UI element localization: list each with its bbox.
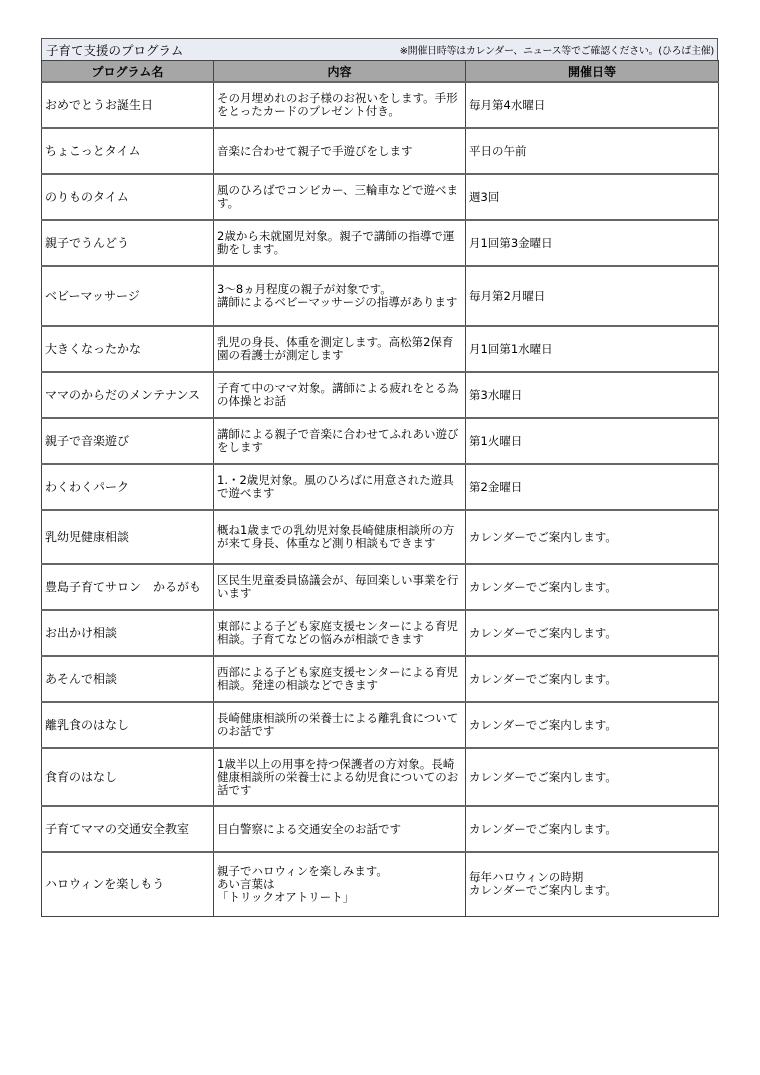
program-content-cell: 東部による子ども家庭支援センターによる育児相談。子育てなどの悩みが相談できます	[214, 610, 466, 656]
program-name-cell: お出かけ相談	[42, 610, 214, 656]
table-row	[42, 464, 719, 510]
table-row	[42, 266, 719, 326]
program-date-cell: 第1火曜日	[466, 418, 719, 464]
program-content-cell: 音楽に合わせて親子で手遊びをします	[214, 128, 466, 174]
program-name-cell: あそんで相談	[42, 656, 214, 702]
program-date-cell: カレンダーでご案内します。	[466, 806, 719, 852]
program-date-cell: カレンダーでご案内します。	[466, 748, 719, 806]
program-content-cell: 1.・2歳児対象。風のひろばに用意された遊具で遊べます	[214, 464, 466, 510]
program-content-cell: 2歳から未就園児対象。親子で講師の指導で運動をします。	[214, 220, 466, 266]
program-content-cell: 講師による親子で音楽に合わせてふれあい遊びをします	[214, 418, 466, 464]
program-content-cell: その月埋めれのお子様のお祝いをします。手形をとったカードのプレゼント付き。	[214, 82, 466, 128]
table-row	[42, 564, 719, 610]
program-date-cell: カレンダーでご案内します。	[466, 656, 719, 702]
program-date-cell: 毎月第4水曜日	[466, 82, 719, 128]
program-table	[41, 60, 719, 917]
program-name-cell: 乳幼児健康相談	[42, 510, 214, 564]
program-name-cell: ベビーマッサージ	[42, 266, 214, 326]
column-header-date: 開催日等	[466, 61, 719, 83]
table-row	[42, 702, 719, 748]
program-date-cell: 月1回第3金曜日	[466, 220, 719, 266]
program-content-cell: 1歳半以上の用事を持つ保護者の方対象。長崎健康相談所の栄養士による幼児食についてのお話です	[214, 748, 466, 806]
table-row	[42, 174, 719, 220]
table-row	[42, 418, 719, 464]
table-row	[42, 220, 719, 266]
program-date-cell: カレンダーでご案内します。	[466, 610, 719, 656]
program-date-cell: 週3回	[466, 174, 719, 220]
program-name-cell: 離乳食のはなし	[42, 702, 214, 748]
program-name-cell: わくわくパーク	[42, 464, 214, 510]
program-content-cell: 西部による子ども家庭支援センターによる育児相談。発達の相談などできます	[214, 656, 466, 702]
program-name-cell: 豊島子育てサロン かるがも	[42, 564, 214, 610]
program-content-cell: 風のひろばでコンビカー、三輪車などで遊べます。	[214, 174, 466, 220]
table-row	[42, 852, 719, 916]
program-date-cell: カレンダーでご案内します。	[466, 702, 719, 748]
program-date-cell: 月1回第1水曜日	[466, 326, 719, 372]
column-header-name: プログラム名	[42, 61, 214, 83]
table-row	[42, 82, 719, 128]
program-content-cell: 3～8ヵ月程度の親子が対象です。 講師によるベビーマッサージの指導があります	[214, 266, 466, 326]
program-date-cell: 毎月第2月曜日	[466, 266, 719, 326]
program-name-cell: のりものタイム	[42, 174, 214, 220]
program-content-cell: 概ね1歳までの乳幼児対象長崎健康相談所の方が来て身長、体重など測り相談もできます	[214, 510, 466, 564]
column-header-content: 内容	[214, 61, 466, 83]
program-date-cell: 毎年ハロウィンの時期 カレンダーでご案内します。	[466, 852, 719, 916]
program-sheet	[41, 38, 718, 917]
table-row	[42, 128, 719, 174]
program-content-cell: 乳児の身長、体重を測定します。高松第2保育園の看護士が測定します	[214, 326, 466, 372]
table-row	[42, 510, 719, 564]
program-name-cell: 食育のはなし	[42, 748, 214, 806]
program-date-cell: 平日の午前	[466, 128, 719, 174]
table-header-row	[42, 61, 719, 83]
program-name-cell: ちょこっとタイム	[42, 128, 214, 174]
table-row	[42, 610, 719, 656]
program-content-cell: 長崎健康相談所の栄養士による離乳食についてのお話です	[214, 702, 466, 748]
program-date-cell: カレンダーでご案内します。	[466, 564, 719, 610]
table-row	[42, 326, 719, 372]
program-date-cell: 第3水曜日	[466, 372, 719, 418]
table-row	[42, 748, 719, 806]
sheet-note: ※開催日時等はカレンダー、ニュース等でご確認ください。(ひろば主催)	[399, 46, 714, 57]
program-date-cell: 第2金曜日	[466, 464, 719, 510]
program-name-cell: 大きくなったかな	[42, 326, 214, 372]
table-row	[42, 656, 719, 702]
program-name-cell: 親子でうんどう	[42, 220, 214, 266]
program-date-cell: カレンダーでご案内します。	[466, 510, 719, 564]
program-name-cell: 親子で音楽遊び	[42, 418, 214, 464]
program-content-cell: 目白警察による交通安全のお話です	[214, 806, 466, 852]
program-content-cell: 子育て中のママ対象。講師による疲れをとる為の体操とお話	[214, 372, 466, 418]
program-name-cell: おめでとうお誕生日	[42, 82, 214, 128]
table-row	[42, 372, 719, 418]
program-name-cell: 子育てママの交通安全教室	[42, 806, 214, 852]
program-content-cell: 親子でハロウィンを楽しみます。 あい言葉は 「トリックオアトリート」	[214, 852, 466, 916]
table-row	[42, 806, 719, 852]
sheet-title: 子育て支援のプログラム	[46, 42, 184, 58]
title-bar	[41, 38, 718, 60]
program-name-cell: ハロウィンを楽しもう	[42, 852, 214, 916]
program-content-cell: 区民生児童委員協議会が、毎回楽しい事業を行います	[214, 564, 466, 610]
program-name-cell: ママのからだのメンテナンス	[42, 372, 214, 418]
